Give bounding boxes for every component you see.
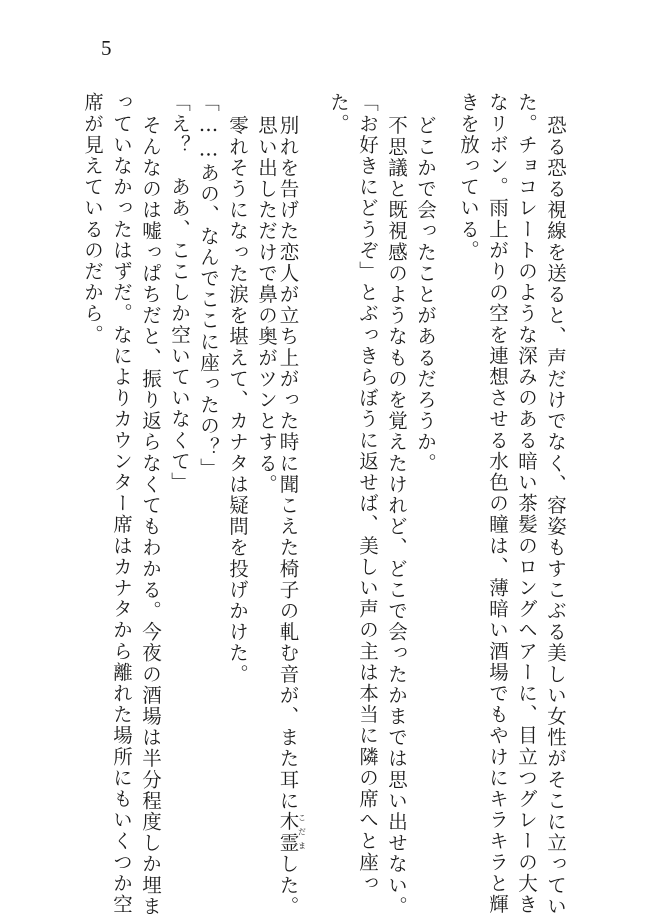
- ruby-kodama: [276, 811, 307, 854]
- text-column-4: きを放っている。: [457, 92, 480, 261]
- text-column-1: 恐る恐る視線を送ると、声だけでなく、容姿もすこぶる美しい女性がそこに立ってい: [544, 115, 567, 917]
- text-column-12: 「……あの、なんでここに座ったの？」: [197, 92, 220, 479]
- text-column-10: 思い出しただけで鼻の奥がツンとする。: [255, 115, 278, 495]
- text-column-13: 「え？ ああ、ここしか空いていなくて」: [168, 92, 191, 493]
- ruby-reading: こだま: [297, 811, 307, 854]
- text-column-15: っていなかったはずだ。なによりカウンター席はカナタから離れた場所にもいくつか空: [110, 92, 133, 915]
- text-column-14: そんなのは嘘っぱちだと、振り返らなくてもわかる。今夜の酒場は半分程度しか埋ま: [139, 115, 162, 917]
- text-column-9: [276, 92, 307, 917]
- text-column-8: た。: [327, 92, 350, 135]
- ruby-base: 木霊: [276, 811, 300, 854]
- vertical-text-body: [81, 92, 567, 917]
- text-column-9-main: 別れを告げた恋人が立ち上がった時に聞こえた椅子の軋む音が、また耳に: [276, 115, 300, 812]
- text-column-5: どこかで会ったことがあるだろうか。: [414, 115, 437, 474]
- page-number: 5: [101, 36, 112, 60]
- text-column-11: 零れそうになった涙を堪えて、カナタは疑問を投げかけた。: [226, 115, 249, 685]
- text-column-7: 「お好きにどうぞ」とぶっきらぼうに返せば、美しい声の主は本当に隣の席へと座っ: [356, 92, 379, 894]
- text-column-2: た。チョコレートのような深みのある暗い茶髪のロングヘアーに、目立つグレーの大き: [515, 92, 538, 915]
- text-column-6: 不思議と既視感のようなものを覚えたけれど、どこで会ったかまでは思い出せない。: [385, 115, 408, 917]
- text-column-9-tail: した。: [276, 853, 300, 917]
- text-column-3: なリボン。雨上がりの空を連想させる水色の瞳は、薄暗い酒場でもやけにキラキラと輝: [486, 92, 509, 915]
- text-column-16: 席が見えているのだから。: [81, 92, 104, 346]
